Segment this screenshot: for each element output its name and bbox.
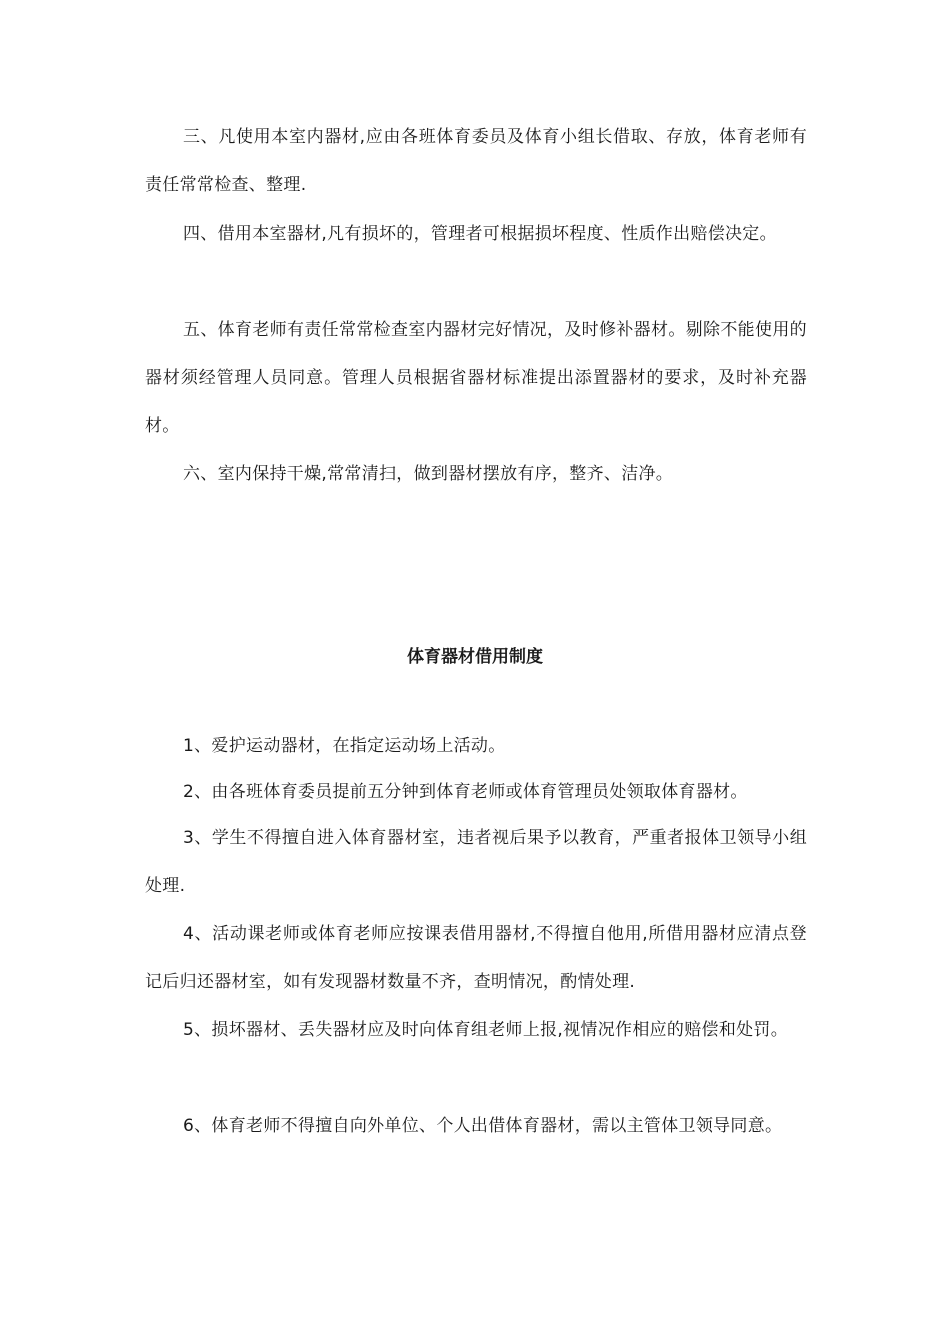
borrow-rule-2: 2、由各班体育委员提前五分钟到体育老师或体育管理员处领取体育器材。 [183,782,748,802]
borrow-rule-1: 1、爱护运动器材，在指定运动场上活动。 [183,736,506,756]
borrow-rule-4: 4、活动课老师或体育老师应按课表借用器材,不得擅自他用,所借用器材应清点登记后归还器材室，如有发现器材数量不齐，查明情况，酌情处理. [145,924,807,992]
borrow-rule-5: 5、损坏器材、丢失器材应及时向体育组老师上报,视情况作相应的赔偿和处罚。 [183,1020,789,1040]
rule-paragraph-5: 五、体育老师有责任常常检查室内器材完好情况，及时修补器材。剔除不能使用的器材须经管理人员同意。管理人员根据省器材标准提出添置器材的要求，及时补充器材。 [145,320,807,436]
rule-paragraph-6: 六、室内保持干燥,常常清扫，做到器材摆放有序，整齐、洁净。 [183,464,674,484]
borrow-rule-3: 3、学生不得擅自进入体育器材室，违者视后果予以教育，严重者报体卫领导小组处理. [145,828,807,896]
rule-paragraph-3: 三、凡使用本室内器材,应由各班体育委员及体育小组长借取、存放，体育老师有责任常常检查、整理. [145,127,807,195]
section-title: 体育器材借用制度 [407,647,543,667]
rule-paragraph-4: 四、借用本室器材,凡有损坏的，管理者可根据损坏程度、性质作出赔偿决定。 [183,224,777,244]
borrow-rule-6: 6、体育老师不得擅自向外单位、个人出借体育器材，需以主管体卫领导同意。 [183,1116,783,1136]
